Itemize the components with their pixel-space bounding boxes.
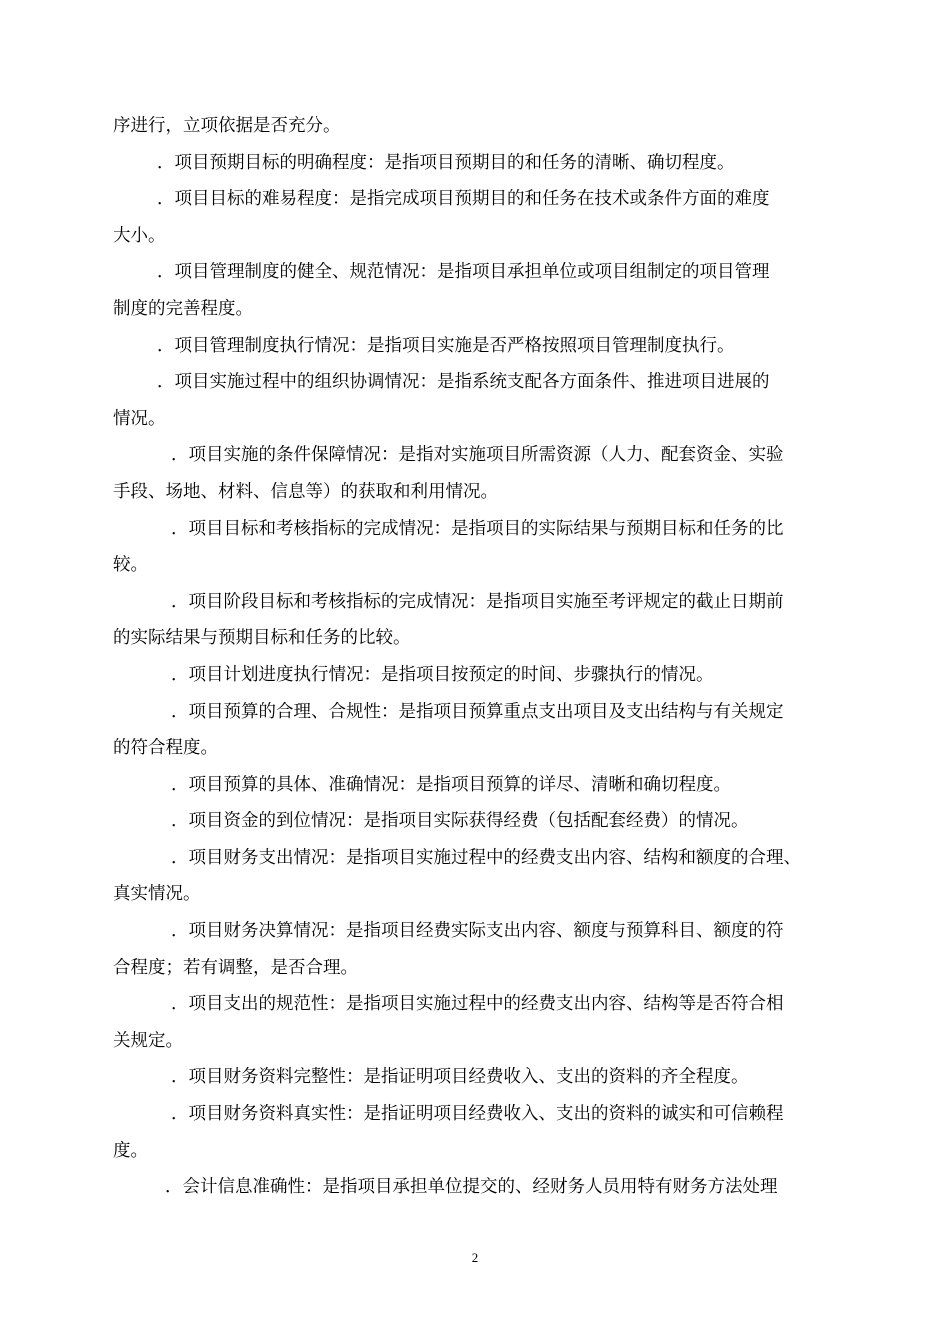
text-line: 较。	[113, 555, 148, 576]
text-line: ．会计信息准确性：是指项目承担单位提交的、经财务人员用特有财务方法处理	[165, 1177, 778, 1198]
text-line: ．项目管理制度执行情况：是指项目实施是否严格按照项目管理制度执行。	[157, 335, 735, 356]
text-line: ．项目预算的合理、合规性：是指项目预算重点支出项目及支出结构与有关规定	[171, 701, 784, 722]
text-line: ．项目资金的到位情况：是指项目实际获得经费（包括配套经费）的情况。	[171, 811, 749, 832]
text-line: 合程度；若有调整，是否合理。	[113, 957, 358, 978]
text-line: 的符合程度。	[113, 738, 218, 759]
text-line: ．项目实施的条件保障情况：是指对实施项目所需资源（人力、配套资金、实验	[171, 445, 784, 466]
text-line: ．项目财务资料完整性：是指证明项目经费收入、支出的资料的齐全程度。	[171, 1067, 749, 1088]
text-line: ．项目预算的具体、准确情况：是指项目预算的详尽、清晰和确切程度。	[171, 774, 731, 795]
text-line: ．项目财务资料真实性：是指证明项目经费收入、支出的资料的诚实和可信赖程	[171, 1104, 784, 1125]
text-line: ．项目支出的规范性：是指项目实施过程中的经费支出内容、结构等是否符合相	[171, 994, 784, 1015]
text-line: 情况。	[113, 408, 166, 429]
text-line: 的实际结果与预期目标和任务的比较。	[113, 628, 411, 649]
text-line: ．项目实施过程中的组织协调情况：是指系统支配各方面条件、推进项目进展的	[157, 372, 770, 393]
page-number: 2	[471, 1250, 479, 1265]
body-text	[113, 108, 838, 1206]
text-line: 手段、场地、材料、信息等）的获取和利用情况。	[113, 481, 498, 502]
text-line: 序进行，立项依据是否充分。	[113, 116, 341, 136]
text-line: 制度的完善程度。	[113, 298, 253, 319]
text-line: ．项目预期目标的明确程度：是指项目预期目的和任务的清晰、确切程度。	[157, 152, 735, 173]
text-line: ．项目财务支出情况：是指项目实施过程中的经费支出内容、结构和额度的合理、	[171, 847, 801, 868]
text-line: ．项目财务决算情况：是指项目经费实际支出内容、额度与预算科目、额度的符	[171, 921, 784, 942]
text-line: 大小。	[113, 225, 166, 246]
text-line: ．项目管理制度的健全、规范情况：是指项目承担单位或项目组制定的项目管理	[157, 262, 770, 283]
text-line: 关规定。	[113, 1030, 183, 1051]
text-line: ．项目目标的难易程度：是指完成项目预期目的和任务在技术或条件方面的难度	[157, 189, 770, 210]
text-line: ．项目计划进度执行情况：是指项目按预定的时间、步骤执行的情况。	[171, 664, 714, 685]
text-line: 度。	[113, 1140, 148, 1161]
text-line: ．项目阶段目标和考核指标的完成情况：是指项目实施至考评规定的截止日期前	[171, 591, 784, 612]
text-line: 真实情况。	[113, 884, 201, 905]
text-line: ．项目目标和考核指标的完成情况：是指项目的实际结果与预期目标和任务的比	[171, 518, 784, 539]
